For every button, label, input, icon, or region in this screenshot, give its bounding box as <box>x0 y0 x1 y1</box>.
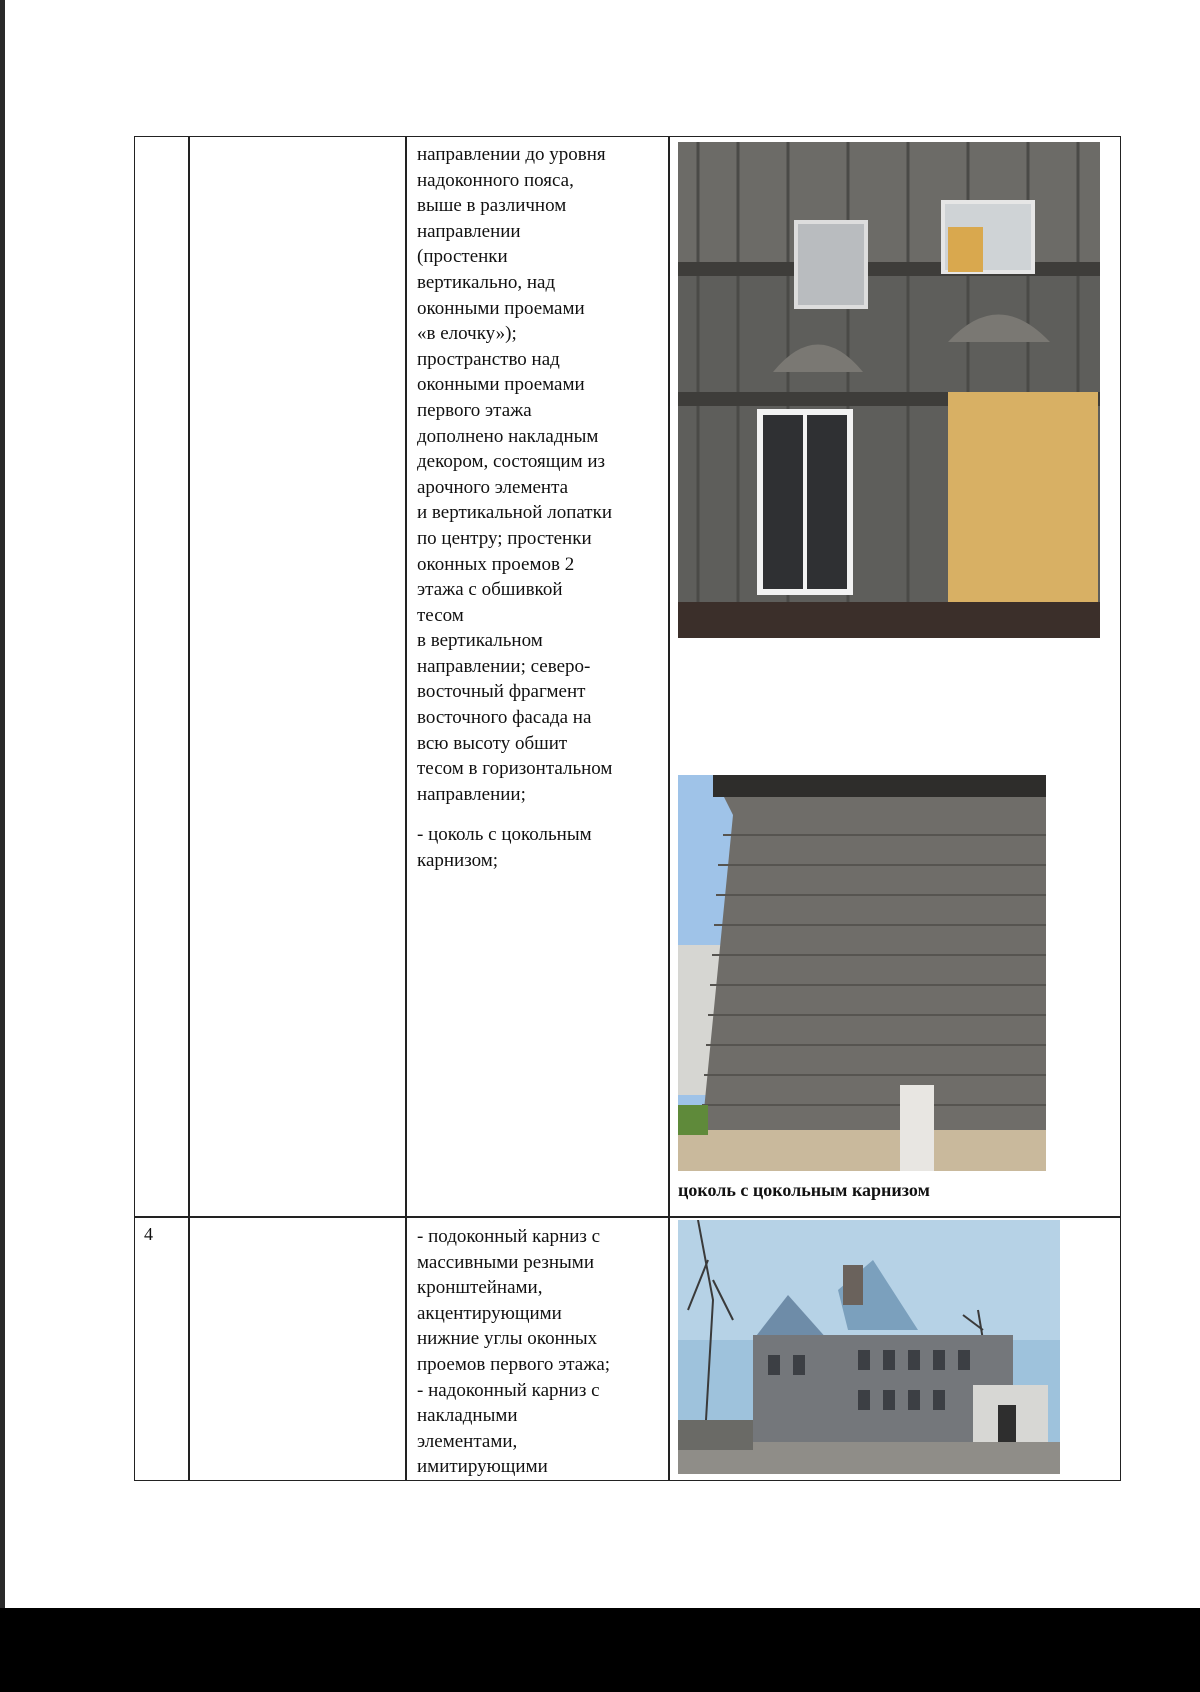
row-divider <box>134 1216 1121 1218</box>
plinth-photo-caption: цоколь с цокольным карнизом <box>678 1180 930 1200</box>
scan-bottom-edge <box>0 1608 1200 1692</box>
row-description-plinth: - цоколь с цокольным карнизом; <box>417 824 592 871</box>
row-description: направлении до уровня надоконного пояса, выше в различном направлении (простенки вертикально, над оконными проемами «в елочку»); пространство над оконными проемами первого этажа дополнено накладным декором, состоящим из арочного элемента и вертикальной лопатки по центру; простенки оконных проемов 2 этажа с обшивкой тесом в вертикальном направлении; северо- восточный фрагмент восточного фасада на всю высоту обшит тесом в горизонтальном направлении; <box>417 144 613 805</box>
column-divider-3 <box>668 136 670 1481</box>
column-divider-2 <box>405 136 407 1481</box>
scan-edge <box>0 0 5 1692</box>
plinth-photo <box>678 775 1046 1171</box>
row-4-description: - подоконный карниз с массивными резными кронштейнами, акцентирующими нижние углы оконных проемов первого этажа; - надоконный карниз с накладными элементами, имитирующими <box>417 1226 611 1478</box>
row-number: 4 <box>144 1224 153 1244</box>
facade-detail-photo <box>678 142 1100 638</box>
column-divider-1 <box>188 136 190 1481</box>
building-overview-photo <box>678 1220 1060 1474</box>
